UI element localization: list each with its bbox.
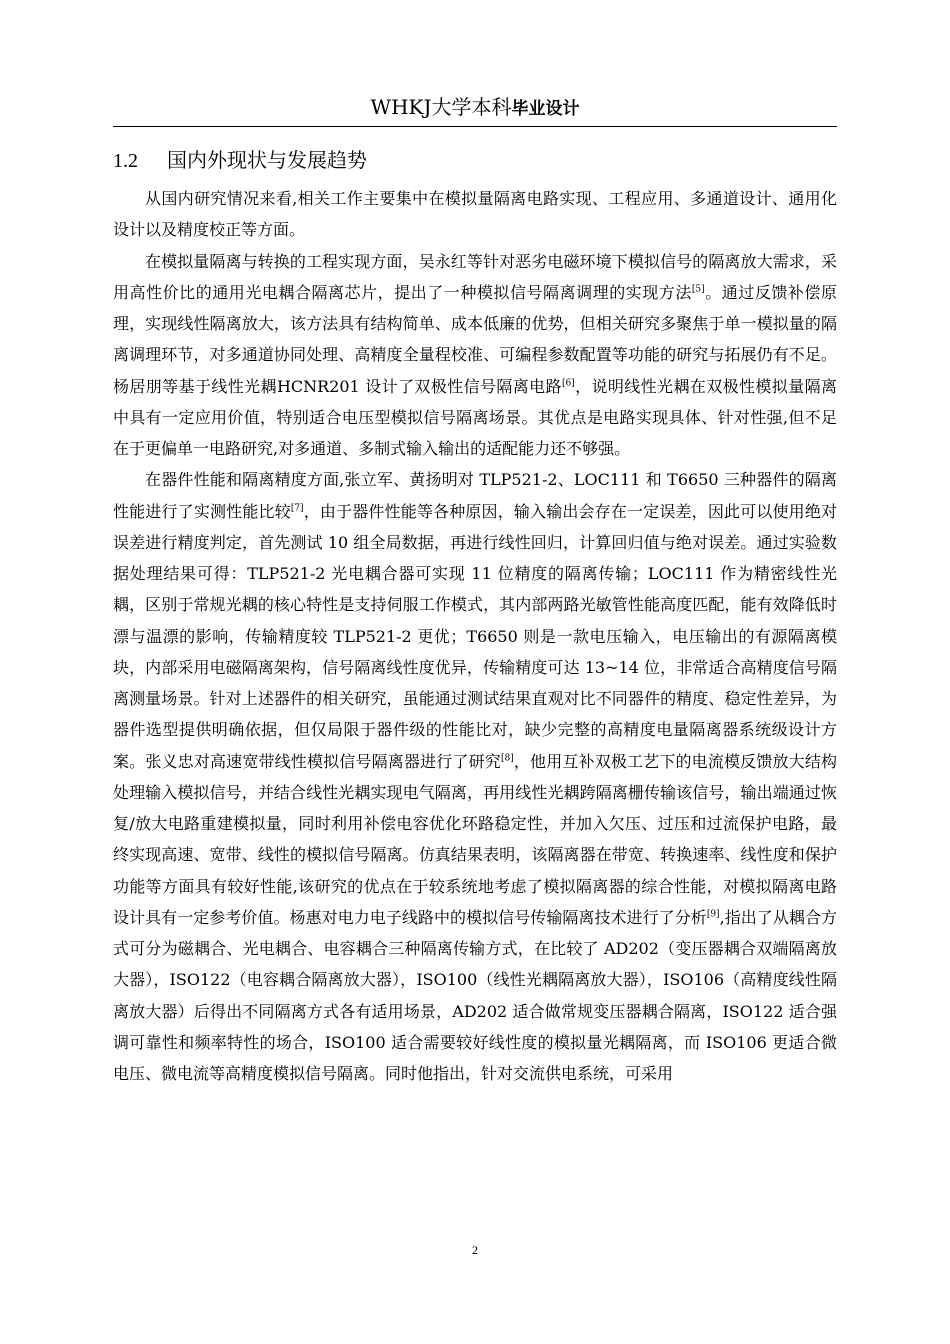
paragraph	[113, 464, 837, 1089]
page-header	[113, 92, 837, 127]
citation-ref: [5]	[691, 284, 705, 295]
paragraph	[113, 246, 837, 465]
section-title: 国内外现状与发展趋势	[167, 148, 367, 172]
section-number: 1.2	[113, 150, 138, 172]
text-run: 在模拟量隔离与转换的工程实现方面，吴永红等针对恶劣电磁环境下模拟信号的隔离放大需求，采用高性价比的通用光电耦合隔离芯片，提出了一种模拟信号隔离调理的实现方法	[113, 251, 837, 302]
citation-ref: [6]	[561, 378, 575, 389]
text-run: 从国内研究情况来看,相关工作主要集中在模拟量隔离电路实现、工程应用、多通道设计、通用化设计以及精度校正等方面。	[113, 189, 837, 240]
text-run: ，说明线性光耦在双极性模拟量隔离中具有一定应用价值，特别适合电压型模拟信号隔离场景。其优点是电路实现具体、针对性强,但不足在于更偏单一电路研究,对多通道、多制式输入输出的适配能力还不够强。	[113, 376, 837, 458]
body-text	[113, 183, 837, 1089]
text-run: ，他用互补双极工艺下的电流模反馈放大结构处理输入模拟信号，并结合线性光耦实现电气隔离，再用线性光耦跨隔离栅传输该信号，输出端通过恢复/放大电路重建模拟量，同时利用补偿电容优化环路稳定性，并加入欠压、过压和过流保护电路，最终实现高速、宽带、线性的模拟信号隔离。仿真结果表明，该隔离器在带宽、转换速率、线性度和保护功能等方面具有较好性能,该研究的优点在于较系统地考虑了模拟隔离器的综合性能，对模拟隔离电路设计具有一定参考价值。杨惠对电力电子线路中的模拟信号传输隔离技术进行了分析	[113, 751, 837, 927]
text-run: ,指出了从耦合方式可分为磁耦合、光电耦合、电容耦合三种隔离传输方式，在比较了 AD202（变压器耦合双端隔离放大器），ISO122（电容耦合隔离放大器），ISO100（线性光耦隔离放大器），ISO106（高精度线性隔离放大器）后得出不同隔离方式各有适用场景，AD202 适合做常规变压器耦合隔离，ISO122 适合强调可靠性和频率特性的场合，ISO100 适合需要较好线性度的模拟量光耦隔离，而 ISO106 更适合微电压、微电流等高精度模拟信号隔离。同时他指出，针对交流供电系统，可采用	[113, 907, 837, 1083]
header-title-main: WHKJ大学本科	[370, 95, 512, 119]
paragraph	[113, 183, 837, 246]
text-run: ，由于器件性能等各种原因，输入输出会存在一定误差，因此可以使用绝对误差进行精度判定，首先测试 10 组全局数据，再进行线性回归，计算回归值与绝对误差。通过实验数据处理结果可得：TLP521-2 光电耦合器可实现 11 位精度的隔离传输；LOC111 作为精密线性光耦，区别于常规光耦的核心特性是支持伺服工作模式，其内部两路光敏管性能高度匹配，能有效降低时漂与温漂的影响，传输精度较 TLP521-2 更优；T6650 则是一款电压输入，电压输出的有源隔离模块，内部采用电磁隔离架构，信号隔离线性度优异，传输精度可达 13~14 位，非常适合高精度信号隔离测量场景。针对上述器件的相关研究，虽能通过测试结果直观对比不同器件的精度、稳定性差异，为器件选型提供明确依据，但仅局限于器件级的性能比对，缺少完整的高精度电量隔离器系统级设计方案。张义忠对高速宽带线性模拟信号隔离器进行了研究	[113, 501, 837, 771]
citation-ref: [8]	[500, 753, 514, 764]
header-title-bold: 毕业设计	[511, 99, 580, 119]
page-number: 2	[472, 1243, 478, 1257]
citation-ref: [9]	[706, 909, 720, 920]
section-heading	[113, 146, 837, 175]
citation-ref: [7]	[290, 503, 304, 514]
text-run: 。通过反馈补偿原理，实现线性隔离放大，该方法具有结构简单、成本低廉的优势，但相关研究多聚焦于单一模拟量的隔离调理环节，对多通道协同处理、高精度全量程校准、可编程参数配置等功能的研究与拓展仍有不足。杨居朋等基于线性光耦HCNR201 设计了双极性信号隔离电路	[113, 282, 837, 396]
text-run: 在器件性能和隔离精度方面,张立军、黄扬明对 TLP521-2、LOC111 和 T6650 三种器件的隔离性能进行了实测性能比较	[113, 470, 837, 521]
